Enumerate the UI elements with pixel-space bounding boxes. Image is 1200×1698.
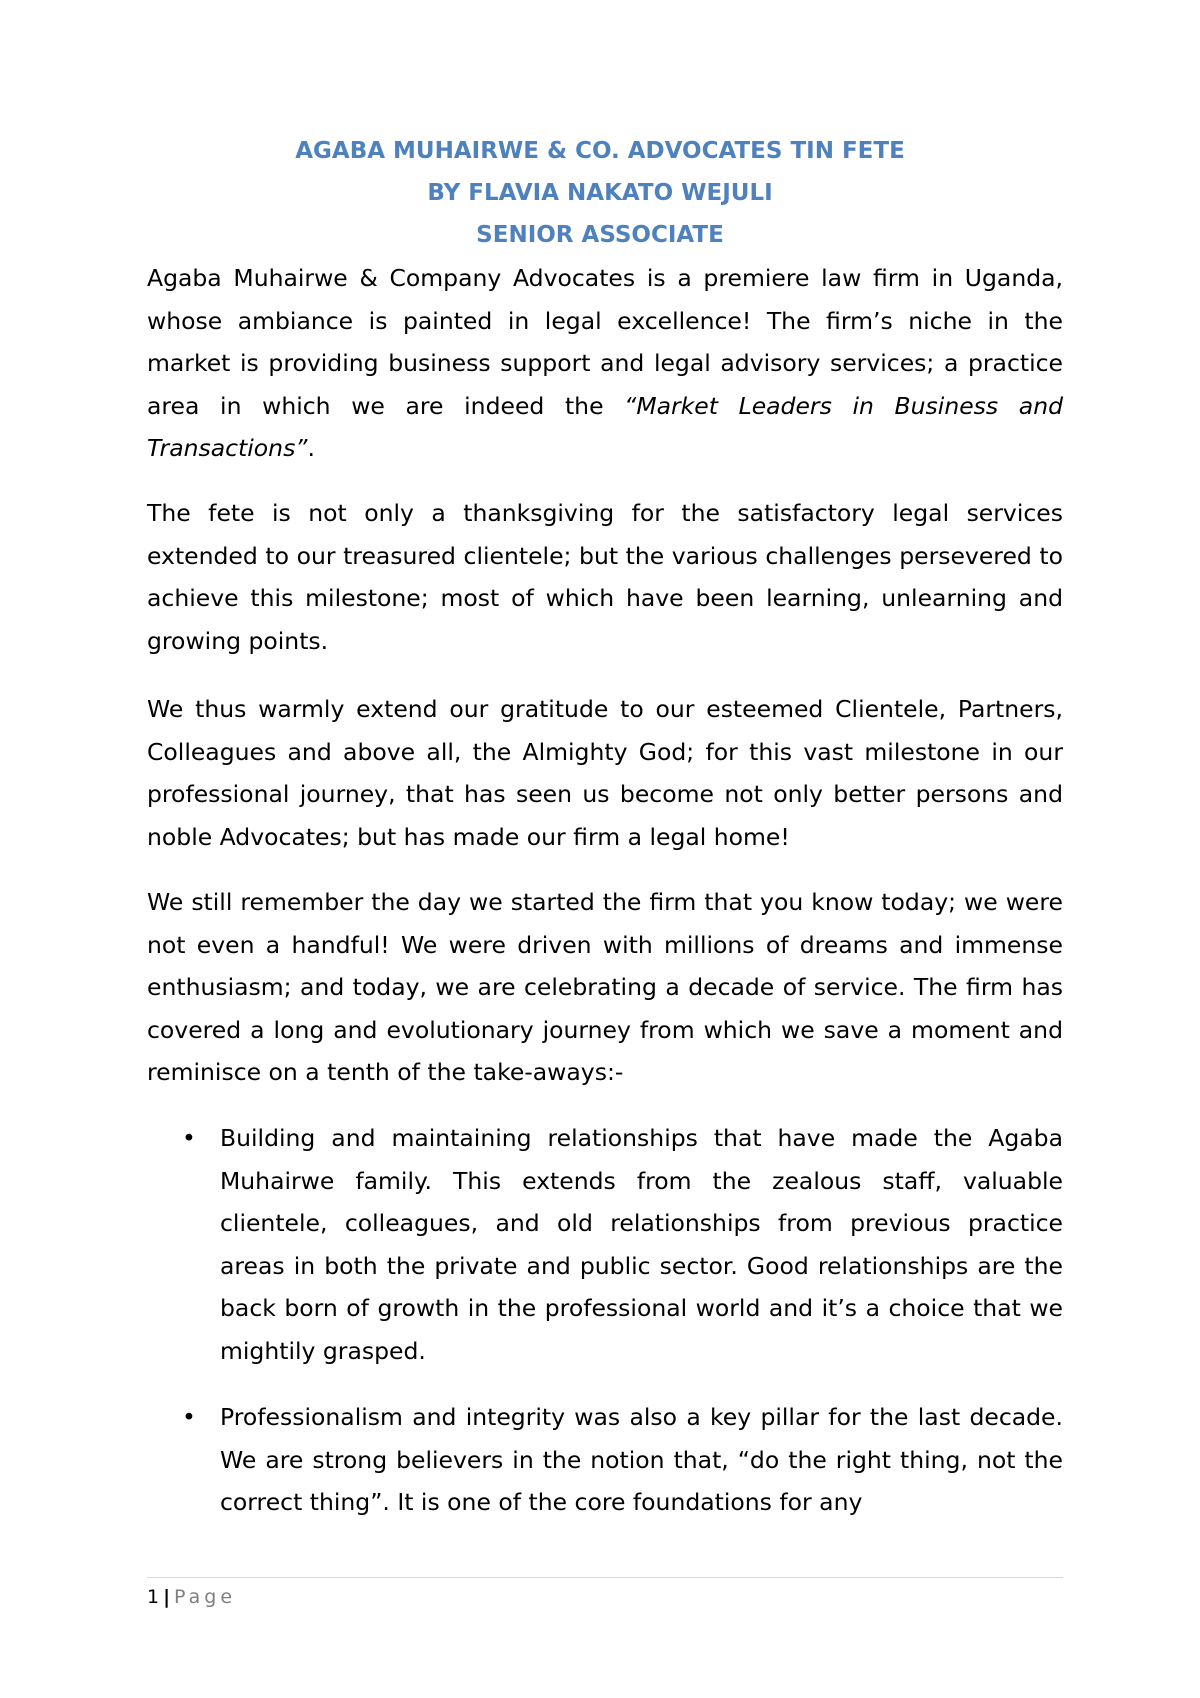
paragraph-intro-end: . — [307, 434, 315, 462]
page-footer — [147, 1583, 236, 1611]
document-title: AGABA MUHAIRWE & CO. ADVOCATES TIN FETE — [295, 138, 905, 164]
author-line: BY FLAVIA NAKATO WEJULI — [427, 180, 773, 206]
footer-separator: | — [163, 1586, 171, 1608]
bullet-item-professionalism: Professionalism and integrity was also a key pillar for the last decade. We are strong believers in the notion that, “do the right thing, not the correct thing”. It is one of the core foundations for any — [220, 1403, 1063, 1516]
paragraph-intro-quote: “Market Leaders in Business and Transactions” — [147, 391, 1064, 462]
author-title: SENIOR ASSOCIATE — [476, 222, 724, 248]
paragraph-intro — [147, 257, 1063, 470]
page-label: Page — [174, 1586, 237, 1608]
paragraph-gratitude: We thus warmly extend our gratitude to our esteemed Clientele, Partners, Colleagues and above all, the Almighty God; for this vast milestone in our professional journey, that has seen us become not only better persons and noble Advocates; but has made our firm a legal home! — [147, 695, 1063, 851]
bullet-marker: • — [182, 1124, 196, 1152]
paragraph-fete: The fete is not only a thanksgiving for the satisfactory legal services extended to our treasured clientele; but the various challenges persevered to achieve this milestone; most of which have been learning, unlearning and growing points. — [147, 499, 1063, 655]
footer-divider — [147, 1577, 1063, 1578]
page-number: 1 — [147, 1586, 160, 1608]
bullet-item-relationships: Building and maintaining relationships that have made the Agaba Muhairwe family. This extends from the zealous staff, valuable clientele, colleagues, and old relationships from previous practice areas in both the private and public sector. Good relationships are the back born of growth in the professional world and it’s a choice that we mightily grasped. — [220, 1124, 1063, 1365]
paragraph-history: We still remember the day we started the firm that you know today; we were not even a handful! We were driven with millions of dreams and immense enthusiasm; and today, we are celebrating a decade of service. The firm has covered a long and evolutionary journey from which we save a moment and reminisce on a tenth of the take-aways:- — [147, 888, 1063, 1086]
paragraph-intro-start: Agaba Muhairwe & Company Advocates is a premiere law firm in Uganda, whose ambiance is painted in legal excellence! The firm’s niche in the market is providing business support and legal advisory services; a practice area in which we are indeed the — [147, 264, 1063, 420]
bullet-marker: • — [182, 1403, 196, 1431]
